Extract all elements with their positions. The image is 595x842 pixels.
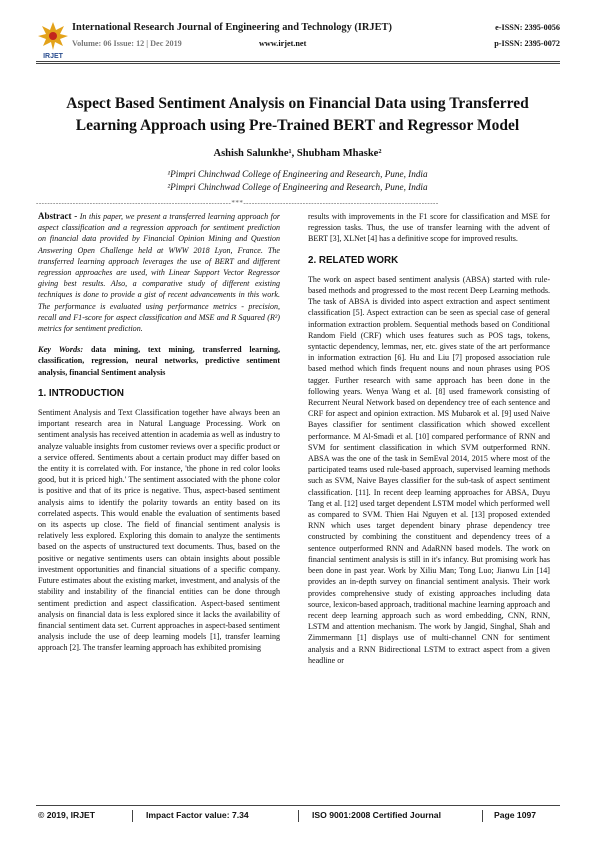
- section-separator: ---------------------------------------------------------------------***---------------------------------------------------------------------: [36, 200, 439, 206]
- right-column: [308, 211, 550, 666]
- affiliation-1: ¹Pimpri Chinchwad College of Engineering and Research, Pune, India: [167, 169, 428, 179]
- header-divider-2: [36, 63, 560, 64]
- related-work-text: The work on aspect based sentiment analysis (ABSA) started with rule-based methods and progressed to the most recent Deep Learning methods. The task of ABSA is divided into aspect extraction and aspect sentiment classification [5]. Aspect extraction can be seen as special case of general information extraction problem. Sequential methods based on Conditional Random Field (CRF) which uses features such as POS tags, tokens, syntactic dependency, lemmas, ner, etc. gives state of the art performance in information extraction [6]. Hu and Liu [7] proposed association rule based method which finds frequent nouns and noun phrases using POS tagger. Further research with same approach has been done in the following years. Wenya Wang et al. [8] used framework consisting of Recurrent Neural Network based on dependency tree of each sentence and CRF for aspect and opinion extraction. MS Mubarok et al. [9] used Naive Bayes classifier for sentiment classification which showed excellent performance. M Al-Smadi et al. [10] compared performance of RNN and SVM for sentiment classification in which SVM outperformed RNN. ABSA was the one of the task in SemEval 2014, 2015 where most of the participated teams used rule-based approach, supervised learning methods such as SVM, Naive Bayes classifier for the sub-task of aspect sentiment classification. [11]. In recent deep learning approaches for ABSA, Duyu Tang et al. [12] used target dependent LSTM model which performed well as compared to SVM. Thien Hai Nguyen et al. [13] proposed extended RNN which uses target dependent binary phrase dependency tree constructed by combining the constituent and dependency trees of a sentence outperformed RNN and AdaRNN based models. The work on financial sentiment analysis is still in it's infancy. But promising work has been done in past year. Work by Xiliu Man; Tong Luo; Jianwu Lin [14] provides an in-depth survey on financial sentiment analysis. Their work provides comprehensive study of existing approaches including data source, lexicon-based approach, traditional machine learning approach and recent deep learning approach such as word embedding, CNN, RNN, LSTM and attention mechanism. The work by Jangid, Singhal, Shah and Zimmermann [1] displays use of multi-channel CNN for sentiment analysis and a RNN Bidirectional LSTM to extract aspect from a given headline or: [308, 274, 550, 665]
- affiliation-2: ²Pimpri Chinchwad College of Engineering and Research, Pune, India: [167, 182, 428, 192]
- footer-copyright: © 2019, IRJET: [38, 810, 95, 820]
- paper-title: Aspect Based Sentiment Analysis on Financial Data using Transferred Learning Approach using Pre-Trained BERT and Regressor Model: [66, 95, 529, 134]
- left-column: [38, 211, 280, 654]
- footer-page-number: Page 1097: [494, 810, 537, 820]
- volume-info: Volume: 06 Issue: 12 | Dec 2019: [72, 39, 182, 48]
- eissn: e-ISSN: 2395-0056: [495, 23, 560, 32]
- header-divider: [36, 61, 560, 62]
- section-heading-introduction: 1. INTRODUCTION: [38, 387, 124, 399]
- page-footer: [36, 810, 560, 824]
- logo-text: IRJET: [43, 53, 63, 60]
- abstract: [38, 211, 280, 334]
- section-heading-related-work: 2. RELATED WORK: [308, 254, 399, 266]
- website-link[interactable]: www.irjet.net: [259, 39, 307, 48]
- keywords-text: data mining, text mining, transferred learning, classification, regression, neural networks, predictive sentiment analysis, financial Sentiment analysis: [38, 345, 280, 377]
- footer-divider: [36, 805, 560, 806]
- pissn: p-ISSN: 2395-0072: [494, 39, 560, 48]
- introduction-continued: results with improvements in the F1 score for classification and MSE for regression tasks. Thus, the use of transfer learning with the advent of BERT [3], XLNet [4] has a definitive scope for improved results.: [308, 212, 550, 244]
- footer-separator: [298, 810, 299, 822]
- abstract-label: Abstract -: [38, 211, 78, 221]
- introduction-text: Sentiment Analysis and Text Classification together have always been an important research area in Natural Language Processing. Work on sentiment analysis has received attention in academia as well as industry to analyze valuable insights from customer reviews over a specific product or a service offered. Sentiments about a certain product may differ based on the entity it is correlated with. For instance, 'the phone in red color looks good, but it is priced high.' The sentiment associated with the phone color is positive and that of its price is negative. Thus, aspect-based sentiment analysis aims to identify the polarity towards an entity based on its correlated aspects. This would enable the evaluation of sentiments based on its aspects up close. The field of financial sentiment analysis is relatively less explored. Exploring this domain to analyze the sentiments based on the aspects of unstructured text documents. Thus, based on the positive or negative sentiments users can obtain insights about possible investment opportunities and financial situations of a specific company. Future estimates about the existing market, investment, and analysis of the stability and instability of the financial entities can be done through sentiment prediction and aspect classification. Aspect-based sentiment analysis on financial data is less explored since it lacks the availability of financial sentiment data set. Current approaches in aspect-based sentiment analysis include the use of deep learning models [1], transfer learning approach [2]. The transfer learning approach has exhibited promising: [38, 408, 281, 653]
- paper-authors: Ashish Salunkhe¹, Shubham Mhaske²: [213, 148, 382, 159]
- abstract-text: In this paper, we present a transferred learning approach for aspect classification and a regression approach for sentiment prediction on financial data provided by Financial Opinion Mining and Question Answering Open Challenge held at WWW 2018 Lyon, France. The transferred learning approach leverages the use of BERT and different regression approaches are used, with Linear Support Vector Regressor giving best results. Also, a comparative study of different existing techniques is done to provide a gist of recent advancements in this work. The performance is evaluated using performance metrics - precision, recall and F1-score for aspect classification and MSE and R Squared (R²) metrics for sentiment prediction.: [38, 212, 280, 334]
- keywords-label: Key Words:: [38, 345, 84, 355]
- keywords: [38, 344, 280, 378]
- footer-impact-factor: Impact Factor value: 7.34: [146, 810, 249, 820]
- journal-title: International Research Journal of Engineering and Technology (IRJET): [72, 22, 392, 33]
- footer-separator: [132, 810, 133, 822]
- footer-iso: ISO 9001:2008 Certified Journal: [312, 810, 441, 820]
- journal-header: [36, 20, 560, 80]
- footer-separator: [482, 810, 483, 822]
- irjet-logo: [36, 20, 70, 60]
